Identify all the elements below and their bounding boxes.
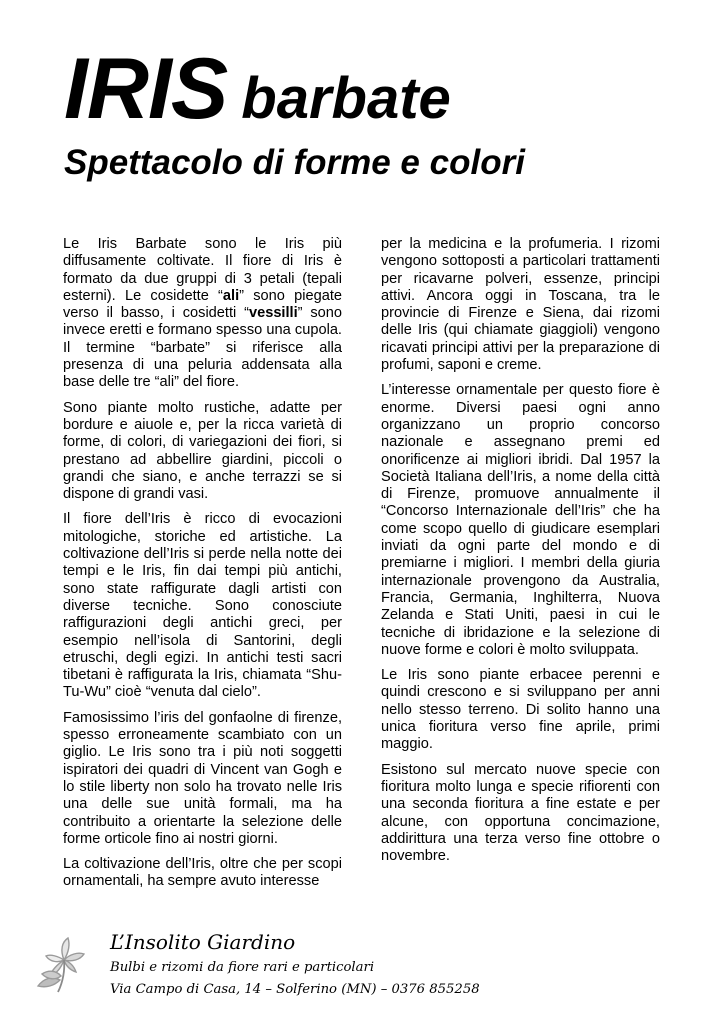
footer <box>30 926 550 1006</box>
paragraph <box>63 236 342 392</box>
paragraph <box>381 382 660 659</box>
brand-address: Via Campo di Casa, 14 – Solferino (MN) – 0376 855258 <box>110 982 480 997</box>
document-title <box>64 41 451 137</box>
paragraph <box>381 762 660 866</box>
paragraph-text: Il fiore dell’Iris è ricco di evocazioni mitologiche, storiche ed artistiche. La coltivazione dell’Iris si perde nella notte dei tempi e le Iris, fin dai tempi più antichi, sono state raffigurate dagli artisti con diverse tecniche. Sono conosciute raffigurazioni degli antichi greci, per esempio nell’isola di Santorini, degli etruschi, degli egizi. In antichi testi sacri tibetani è raffigurata la Iris, chiamata “Shu-Tu-Wu” cioè “venuta dal cielo”. <box>63 511 342 701</box>
paragraph-text: Le Iris Barbate sono le Iris più diffusamente coltivate. Il fiore di Iris è formato da due gruppi di 3 petali (tepali esterni). Le cosidette “ <box>63 236 342 304</box>
paragraph <box>63 856 342 891</box>
document-subtitle: Spettacolo di forme e colori <box>64 143 525 182</box>
paragraph-text: Esistono sul mercato nuove specie con fioritura molto lunga e specie rifiorenti con una seconda fioritura a fine estate e per alcune, con opportuna concimazione, addirittura una terza verso fine ottobre o novembre. <box>381 761 660 865</box>
paragraph <box>63 400 342 504</box>
paragraph-text: per la medicina e la profumeria. I rizomi vengono sottoposti a particolari trattamenti per ricavarne polveri, essenze, principi attivi. Ancora oggi in Toscana, tra le provincie di Firenze e Siena, dai rizomi delle Iris (qui chiamate giaggioli) vengono ricavati principi attivi per la preparazione di profumi, saponi e creme. <box>381 236 660 374</box>
paragraph-text: La coltivazione dell’Iris, oltre che per scopi ornamentali, ha sempre avuto interesse <box>63 856 342 890</box>
paragraph <box>381 667 660 753</box>
paragraph-text: Famosissimo l’iris del gonfaolne di firenze, spesso erroneamente scambiato con un giglio. Le Iris sono tra i più noti soggetti ispiratori dei quadri di Vincent van Gogh e lo stile liberty non solo ha trovato nelle Iris una delle sue unità formali, ma ha contribuito a orientarte la selezione delle forme orticole fino ai nostri giorni. <box>63 709 342 847</box>
brand-name: L’Insolito Giardino <box>110 930 296 954</box>
paragraph-text: ” sono piegate verso il basso, i cosidetti “ <box>63 287 342 322</box>
paragraph <box>381 236 660 374</box>
title-main: IRIS <box>64 41 228 137</box>
text-column-left <box>63 236 342 899</box>
emphasized-term: ali <box>222 287 240 304</box>
paragraph <box>63 511 342 701</box>
text-column-right <box>381 236 660 873</box>
emphasized-term: vessilli <box>248 305 298 322</box>
iris-flower-logo-icon <box>30 930 98 996</box>
paragraph-text: L’interesse ornamentale per questo fiore è enorme. Diversi paesi ogni anno organizzano un proprio concorso nazionale e assegnano premi ed onorificenze ai migliori ibridi. Dal 1957 la Società Italiana dell’Iris, a nome della città di Firenze, promuove annualmente il “Concorso Internazionale dell’Iris” che ha come scopo quello di giudicare esemplari inviati da ogni parte del mondo e di premiarne i migliori. I membri della giuria internazionale provengono da Australia, Francia, Germania, Inghilterra, Nuova Zelanda e Stati Uniti, paesi in cui le tecniche di ibridazione e la selezione di nuove forme e colori è molto sviluppata. <box>381 382 660 658</box>
paragraph-text: Sono piante molto rustiche, adatte per bordure e aiuole e, per la ricca varietà di forme, di colori, di variegazioni dei fiori, si prestano ad abbellire giardini, piccoli o grandi che siano, e anche terrazzi se si dispone di grandi vasi. <box>63 399 342 503</box>
title-secondary: barbate <box>241 66 451 131</box>
paragraph <box>63 710 342 848</box>
paragraph-text: Le Iris sono piante erbacee perenni e quindi crescono e si sviluppano per anni nello stesso terreno. Di solito hanno una unica fioritura verso fine aprile, primi maggio. <box>381 667 660 753</box>
paragraph-text: ” sono invece eretti e formano spesso una cupola. Il termine “barbate” si riferisce alla presenza di una peluria addensata alla base delle tre “ali” del fiore. <box>63 305 342 391</box>
brand-tagline: Bulbi e rizomi da fiore rari e particolari <box>110 960 375 975</box>
